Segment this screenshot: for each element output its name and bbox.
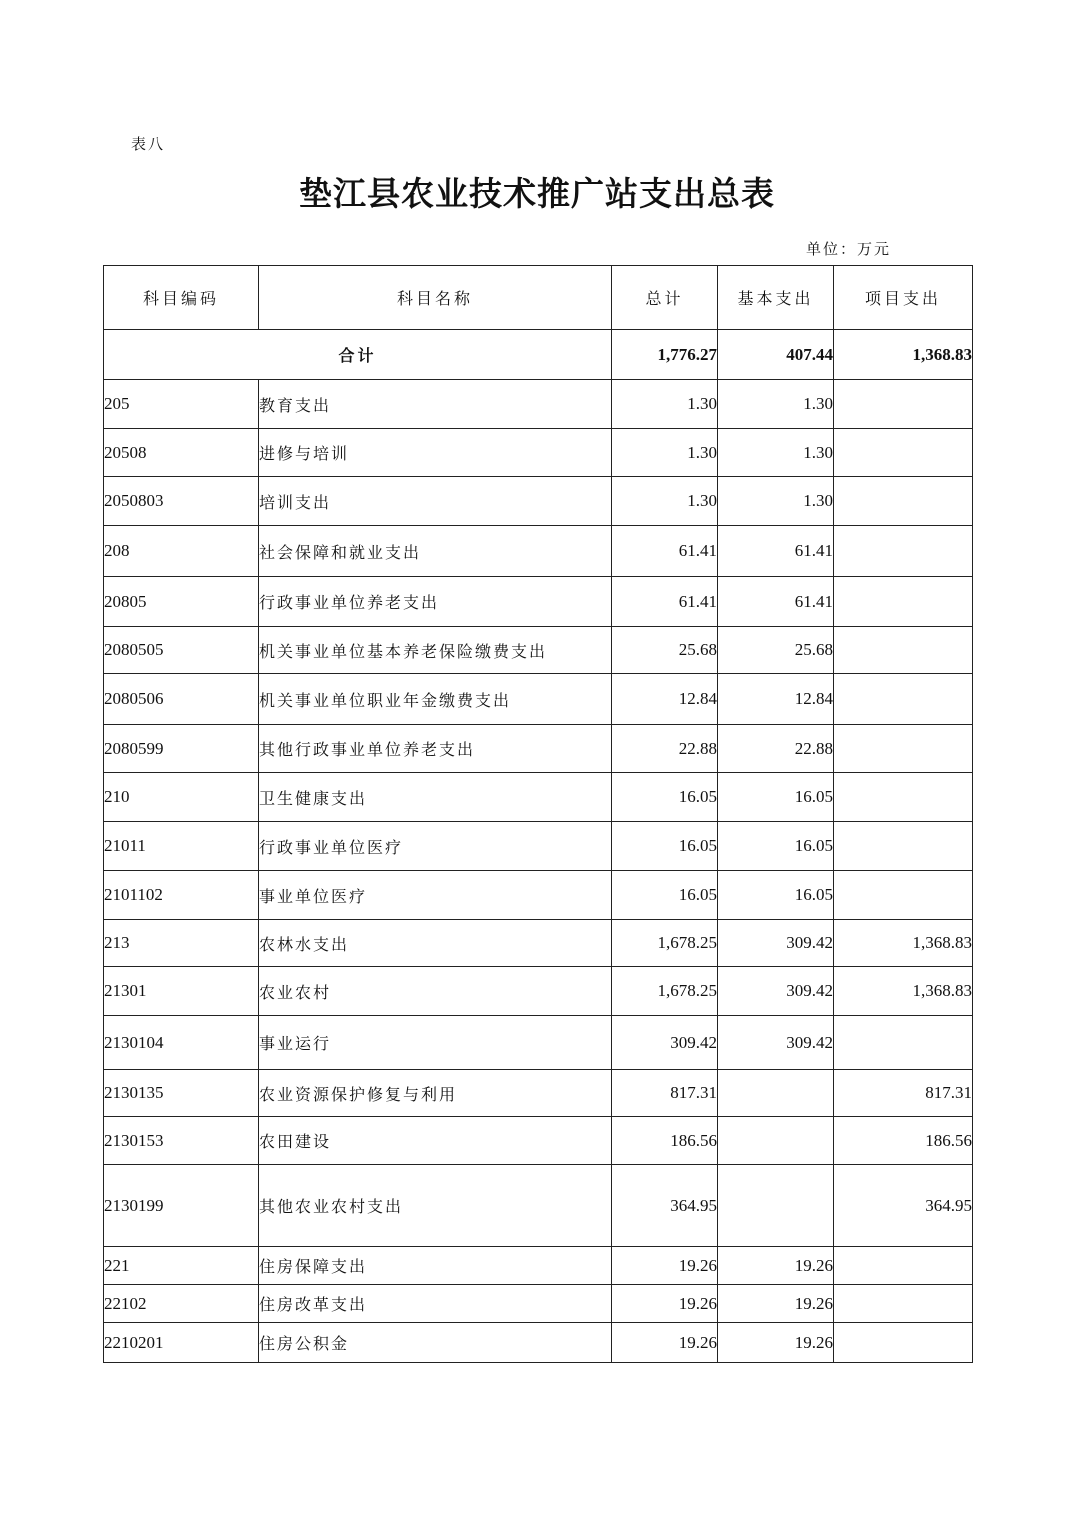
row-code: 210 [104,773,259,822]
table-header-row [104,266,973,330]
row-code: 20805 [104,577,259,627]
row-name: 其他农业农村支出 [259,1165,612,1247]
page-title: 垫江县农业技术推广站支出总表 [299,174,775,213]
row-code: 2130104 [104,1016,259,1070]
table-row [104,1285,973,1323]
table-row [104,1165,973,1247]
row-basic: 19.26 [718,1247,834,1285]
expenditure-table [103,265,973,1363]
row-name: 其他行政事业单位养老支出 [259,725,612,773]
row-basic: 61.41 [718,577,834,627]
row-total: 61.41 [612,577,718,627]
row-basic: 12.84 [718,674,834,725]
row-total: 16.05 [612,773,718,822]
table-row [104,967,973,1016]
row-name: 农林水支出 [259,920,612,967]
row-project: 817.31 [834,1070,973,1117]
row-total: 1.30 [612,477,718,526]
row-total: 22.88 [612,725,718,773]
row-total: 12.84 [612,674,718,725]
row-name: 进修与培训 [259,429,612,477]
table-row [104,920,973,967]
row-project [834,477,973,526]
header-code: 科目编码 [104,266,259,330]
row-project [834,429,973,477]
row-code: 21301 [104,967,259,1016]
row-project [834,380,973,429]
row-basic [718,1117,834,1165]
row-name: 住房保障支出 [259,1247,612,1285]
table-row [104,1323,973,1363]
row-code: 2080505 [104,627,259,674]
row-project [834,1016,973,1070]
row-name: 农业农村 [259,967,612,1016]
row-code: 2130153 [104,1117,259,1165]
header-name: 科目名称 [259,266,612,330]
row-basic: 16.05 [718,773,834,822]
table-row [104,526,973,577]
row-total: 61.41 [612,526,718,577]
unit-label: 单位：万元 [806,240,892,258]
row-code: 21011 [104,822,259,871]
row-code: 22102 [104,1285,259,1323]
row-project [834,1247,973,1285]
table-label: 表八 [131,135,166,153]
row-total: 1,678.25 [612,920,718,967]
table-row [104,725,973,773]
row-name: 事业运行 [259,1016,612,1070]
row-total: 186.56 [612,1117,718,1165]
total-project: 1,368.83 [834,330,973,380]
row-name: 机关事业单位基本养老保险缴费支出 [259,627,612,674]
row-code: 2080506 [104,674,259,725]
row-total: 817.31 [612,1070,718,1117]
row-basic: 61.41 [718,526,834,577]
header-project: 项目支出 [834,266,973,330]
row-basic: 309.42 [718,967,834,1016]
row-total: 1,678.25 [612,967,718,1016]
total-row [104,330,973,380]
row-code: 2130199 [104,1165,259,1247]
row-name: 事业单位医疗 [259,871,612,920]
row-code: 205 [104,380,259,429]
row-total: 364.95 [612,1165,718,1247]
row-name: 行政事业单位养老支出 [259,577,612,627]
row-name: 社会保障和就业支出 [259,526,612,577]
row-total: 1.30 [612,380,718,429]
table-row [104,429,973,477]
total-basic: 407.44 [718,330,834,380]
row-project: 1,368.83 [834,920,973,967]
row-total: 19.26 [612,1323,718,1363]
row-name: 农业资源保护修复与利用 [259,1070,612,1117]
total-label: 合计 [104,330,612,380]
row-total: 19.26 [612,1247,718,1285]
table-row [104,1016,973,1070]
header-basic: 基本支出 [718,266,834,330]
row-project: 186.56 [834,1117,973,1165]
row-basic: 309.42 [718,920,834,967]
row-name: 行政事业单位医疗 [259,822,612,871]
row-basic: 1.30 [718,380,834,429]
row-code: 221 [104,1247,259,1285]
row-name: 卫生健康支出 [259,773,612,822]
row-name: 住房改革支出 [259,1285,612,1323]
row-name: 培训支出 [259,477,612,526]
row-total: 309.42 [612,1016,718,1070]
row-basic: 309.42 [718,1016,834,1070]
row-basic: 16.05 [718,871,834,920]
row-total: 16.05 [612,871,718,920]
row-basic: 1.30 [718,477,834,526]
table-row [104,1070,973,1117]
row-code: 20508 [104,429,259,477]
table-row [104,871,973,920]
row-total: 16.05 [612,822,718,871]
row-code: 213 [104,920,259,967]
row-code: 2130135 [104,1070,259,1117]
table-row [104,822,973,871]
row-basic: 19.26 [718,1323,834,1363]
row-project [834,1323,973,1363]
row-code: 2210201 [104,1323,259,1363]
row-total: 25.68 [612,627,718,674]
row-project [834,725,973,773]
row-basic: 22.88 [718,725,834,773]
row-name: 机关事业单位职业年金缴费支出 [259,674,612,725]
row-project: 364.95 [834,1165,973,1247]
row-project: 1,368.83 [834,967,973,1016]
row-basic: 25.68 [718,627,834,674]
row-total: 19.26 [612,1285,718,1323]
row-total: 1.30 [612,429,718,477]
row-project [834,674,973,725]
row-name: 教育支出 [259,380,612,429]
header-total: 总计 [612,266,718,330]
row-basic: 1.30 [718,429,834,477]
row-project [834,1285,973,1323]
table-row [104,380,973,429]
row-basic: 16.05 [718,822,834,871]
row-code: 2101102 [104,871,259,920]
table-row [104,674,973,725]
table-row [104,1247,973,1285]
table-row [104,773,973,822]
table-row [104,477,973,526]
row-code: 208 [104,526,259,577]
row-basic [718,1070,834,1117]
row-project [834,871,973,920]
row-project [834,822,973,871]
row-basic: 19.26 [718,1285,834,1323]
row-name: 农田建设 [259,1117,612,1165]
row-project [834,577,973,627]
row-code: 2080599 [104,725,259,773]
table-row [104,577,973,627]
row-code: 2050803 [104,477,259,526]
table-row [104,1117,973,1165]
total-sum: 1,776.27 [612,330,718,380]
row-basic [718,1165,834,1247]
row-name: 住房公积金 [259,1323,612,1363]
row-project [834,627,973,674]
table-row [104,627,973,674]
row-project [834,526,973,577]
row-project [834,773,973,822]
